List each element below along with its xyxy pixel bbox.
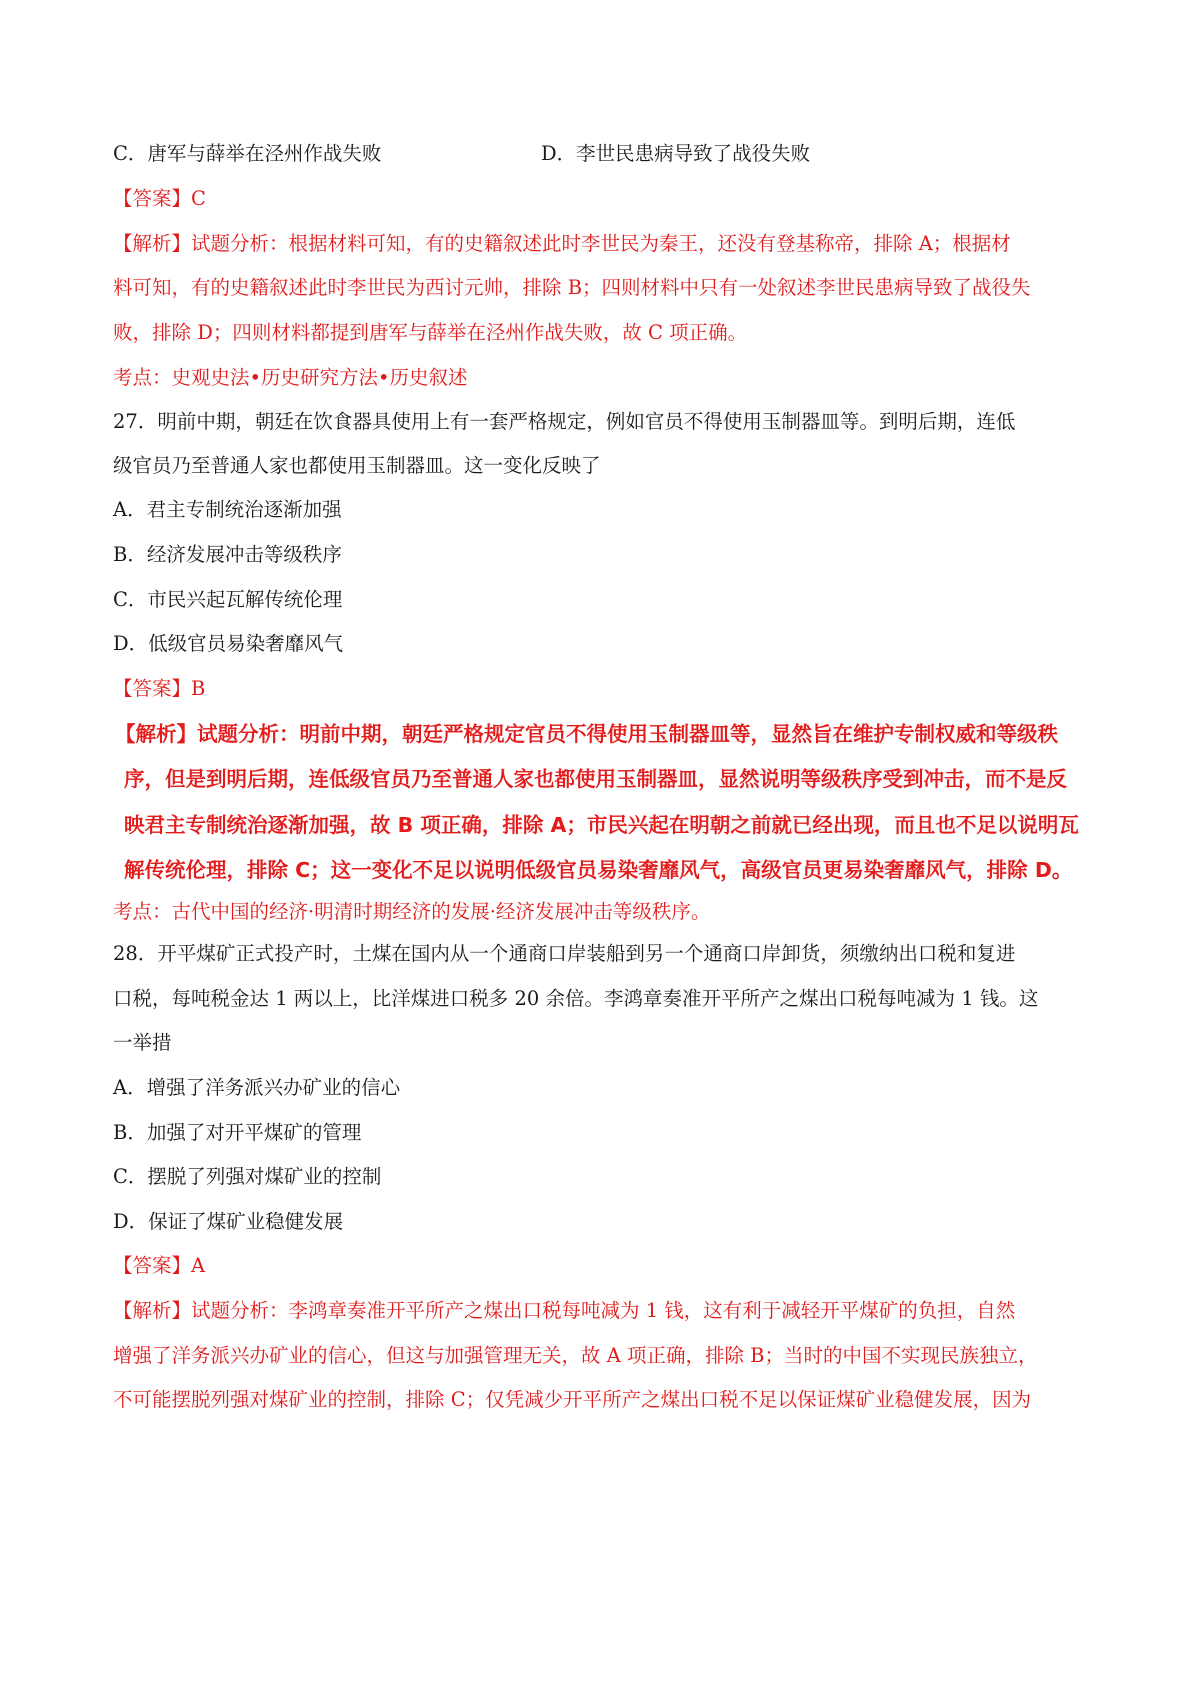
q27-stem-line-1: 27．明前中期，朝廷在饮食器具使用上有一套严格规定，例如官员不得使用玉制器皿等。到明后期，连低	[113, 410, 1016, 433]
q26-analysis-line-2: 料可知，有的史籍叙述此时李世民为西讨元帅，排除 B；四则材料中只有一处叙述李世民患病导致了战役失	[113, 276, 1031, 299]
q27-point: 考点：古代中国的经济·明清时期经济的发展·经济发展冲击等级秩序。	[113, 900, 711, 923]
q26-analysis-line-1: 【解析】试题分析：根据材料可知，有的史籍叙述此时李世民为秦王，还没有登基称帝，排除 A；根据材	[113, 232, 1011, 255]
q28-stem-line-1: 28．开平煤矿正式投产时，土煤在国内从一个通商口岸装船到另一个通商口岸卸货，须缴纳出口税和复进	[113, 942, 1016, 965]
q28-option-d: D．保证了煤矿业稳健发展	[113, 1210, 344, 1233]
q28-option-c: C．摆脱了列强对煤矿业的控制	[113, 1165, 382, 1188]
q26-options-row	[113, 141, 811, 167]
q28-analysis-line-1: 【解析】试题分析：李鸿章奏准开平所产之煤出口税每吨减为 1 钱，这有利于减轻开平煤矿的负担，自然	[113, 1299, 1016, 1322]
q27-stem-line-2: 级官员乃至普通人家也都使用玉制器皿。这一变化反映了	[113, 454, 601, 477]
q26-answer: 【答案】C	[113, 187, 206, 210]
q27-analysis-line-4: 解传统伦理，排除 C；这一变化不足以说明低级官员易染奢靡风气，高级官员更易染奢靡风气，排除 D。	[124, 858, 1073, 882]
q27-analysis-line-2: 序，但是到明后期，连低级官员乃至普通人家也都使用玉制器皿，显然说明等级秩序受到冲击，而不是反	[124, 767, 1067, 791]
q27-option-a: A．君主专制统治逐渐加强	[113, 498, 342, 521]
q28-option-b: B．加强了对开平煤矿的管理	[113, 1121, 362, 1144]
q28-stem-line-3: 一举措	[113, 1031, 172, 1054]
q27-analysis-line-3: 映君主专制统治逐渐加强，故 B 项正确，排除 A；市民兴起在明朝之前就已经出现，而且也不足以说明瓦	[124, 813, 1079, 837]
q28-answer: 【答案】A	[113, 1254, 206, 1277]
q27-option-c: C．市民兴起瓦解传统伦理	[113, 588, 343, 611]
q28-analysis-line-2: 增强了洋务派兴办矿业的信心，但这与加强管理无关，故 A 项正确，排除 B；当时的中国不实现民族独立，	[113, 1344, 1038, 1367]
q27-option-d: D．低级官员易染奢靡风气	[113, 632, 344, 655]
q26-option-d: D．李世民患病导致了战役失败	[541, 142, 811, 165]
q26-option-c: C．唐军与薛举在泾州作战失败	[113, 142, 382, 165]
q28-stem-line-2: 口税，每吨税金达 1 两以上，比洋煤进口税多 20 余倍。李鸿章奏准开平所产之煤出口税每吨减为 1 钱。这	[113, 987, 1039, 1010]
q26-point: 考点：史观史法•历史研究方法•历史叙述	[113, 366, 468, 389]
q27-option-b: B．经济发展冲击等级秩序	[113, 543, 342, 566]
q26-analysis-line-3: 败，排除 D；四则材料都提到唐军与薛举在泾州作战失败，故 C 项正确。	[113, 321, 748, 344]
q27-analysis-line-1: 【解析】试题分析：明前中期，朝廷严格规定官员不得使用玉制器皿等，显然旨在维护专制权威和等级秩	[115, 722, 1058, 746]
q28-analysis-line-3: 不可能摆脱列强对煤矿业的控制，排除 C；仅凭减少开平所产之煤出口税不足以保证煤矿业稳健发展，因为	[113, 1388, 1032, 1411]
q27-answer: 【答案】B	[113, 677, 206, 700]
q28-option-a: A．增强了洋务派兴办矿业的信心	[113, 1076, 401, 1099]
